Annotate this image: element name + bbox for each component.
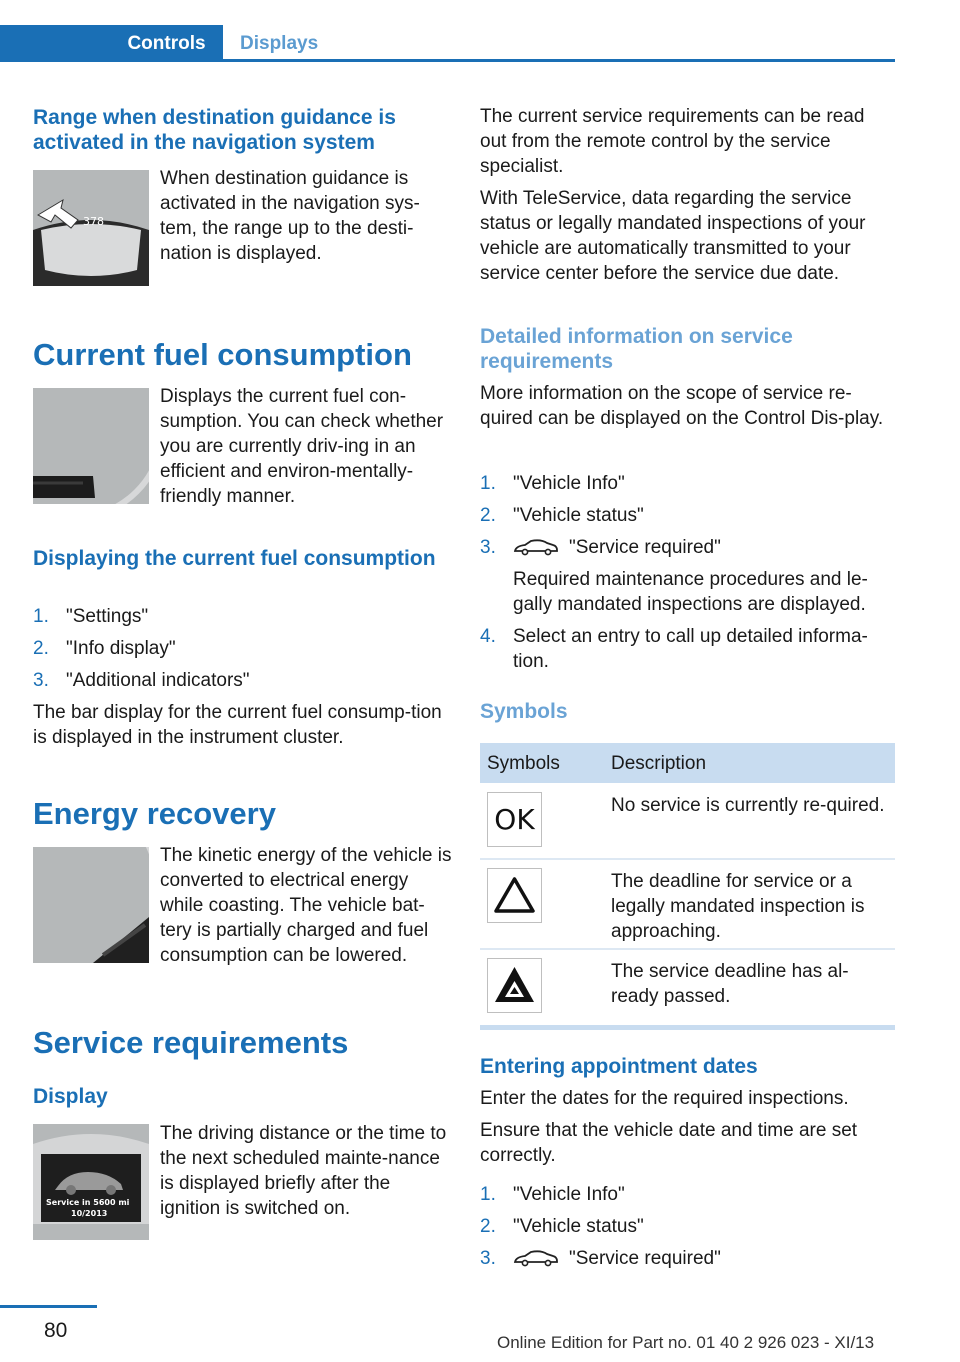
service-heading: Service requirements [33,1025,349,1060]
header-rule [0,59,895,62]
svg-text:10/2013: 10/2013 [71,1209,108,1218]
svg-text:378: 378 [83,215,104,228]
service-display-text: The driving distance or the time to the next scheduled mainte-nance is displayed briefly after the ignition is switched on. [160,1123,447,1219]
fuel-text: Displays the current fuel con-sumption. You can check whether you are currently driv-ing in an efficient and environ-mentally-friendly manner. [160,386,444,507]
column-header-symbols: Symbols [487,753,560,774]
range-heading: Range when destination guidance is activated in the navigation system [33,106,396,154]
table-row: The deadline for service or a legally mandated inspection is approaching. [480,860,895,948]
ok-icon [487,792,542,847]
svg-text:Service in 5600 mi: Service in 5600 mi [46,1198,130,1207]
warning-triangle-outline-icon [487,868,542,923]
car-icon [513,538,559,563]
footer-rule [0,1305,97,1308]
appointment-text-1: Enter the dates for the required inspections. [480,1088,849,1109]
energy-text: The kinetic energy of the vehicle is converted to electrical energy while coasting. The vehicle bat-tery is partially charged and fuel consumption can be lowered. [160,845,452,966]
table-row: The service deadline has al-ready passed. [480,950,895,1025]
appointment-text-2: Ensure that the vehicle date and time are set correctly. [480,1120,858,1166]
teleservice-text: With TeleService, data regarding the service status or legally mandated inspections of your vehicle are automatically transmitted to your service center before the service due date. [480,188,866,284]
fuel-heading: Current fuel consumption [33,337,412,372]
appointment-heading: Entering appointment dates [480,1055,758,1078]
symbols-heading: Symbols [480,700,568,723]
car-icon [513,1249,559,1274]
table-row: OK No service is currently re-quired. [480,783,895,859]
detailed-heading: Detailed information on service requirements [480,325,793,373]
service-figure [33,1124,149,1240]
tab-controls[interactable]: Controls [0,25,223,62]
energy-figure [33,847,149,963]
bar-display-text: The bar display for the current fuel consump-tion is displayed in the instrument cluster. [33,702,442,748]
table-header [480,743,895,783]
energy-heading: Energy recovery [33,796,276,831]
range-text: When destination guidance is activated in the navigation sys-tem, the range up to the desti-nation is displayed. [160,168,420,264]
fuel-figure [33,388,149,504]
warning-triangle-filled-icon [487,958,542,1013]
read-out-text: The current service requirements can be read out from the remote control by the service specialist. [480,106,865,177]
step3-sub-text: Required maintenance procedures and le-gally mandated inspections are displayed. [513,569,868,615]
svg-text:OK: OK [494,803,535,836]
range-figure [33,170,149,286]
page-number: 80 [44,1319,68,1342]
table-bottom-rule [480,1025,895,1030]
column-header-description: Description [611,753,707,774]
edition-text: Online Edition for Part no. 01 40 2 926 023 - XI/13 [497,1333,875,1352]
tab-displays[interactable]: Displays [240,33,319,54]
detailed-text: More information on the scope of service re-quired can be displayed on the Control Dis-play. [480,383,884,429]
display-fuel-heading: Displaying the current fuel consumption [33,547,436,570]
display-heading: Display [33,1085,108,1108]
